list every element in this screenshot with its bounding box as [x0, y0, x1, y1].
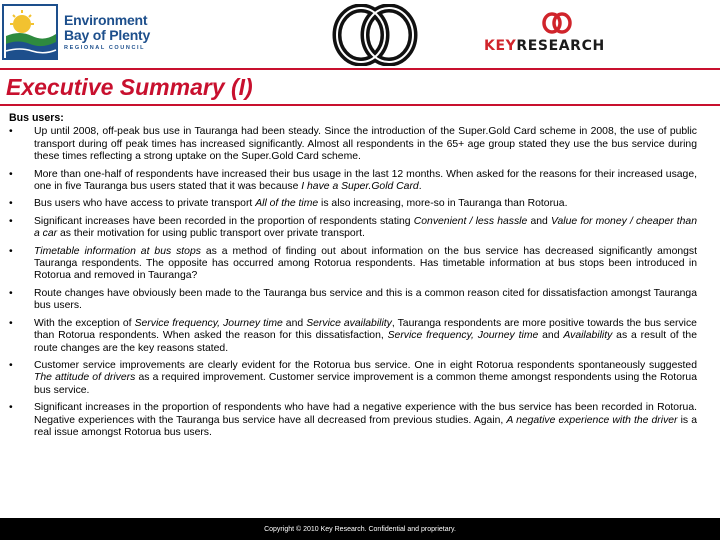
- bullet-emphasis: Service availability: [306, 317, 392, 329]
- section-heading-bus-users: Bus users:: [9, 112, 64, 124]
- wordmark-research: RESEARCH: [516, 38, 605, 54]
- key-research-wordmark: [484, 38, 605, 54]
- bullet-text: Up until 2008, off-peak bus use in Tauranga had been steady. Since the introduction of the Super.Gold Card scheme in 2008, the use of public transport during off peak times has increased significantly. Almost all respondents in the 65+ age group stated they use the bus service during these times reflecting a strong uptake on the Super.Gold Card scheme.: [34, 126, 697, 163]
- bullet-item: [9, 288, 697, 313]
- bullet-text: Significant increases have been recorded in the proportion of respondents stating: [34, 215, 414, 227]
- ebop-wordmark: [64, 13, 150, 52]
- bullet-item: [9, 318, 697, 355]
- bay-of-plenty-emblem-icon: [2, 4, 58, 60]
- title-rule-bottom: [0, 104, 720, 106]
- bullet-emphasis: Value for money / cheaper than a car: [34, 215, 697, 240]
- title-rule-top: [0, 68, 720, 70]
- wordmark-key: KEY: [484, 38, 517, 54]
- bullet-text: as their motivation for using public transport over private transport.: [57, 228, 365, 240]
- bullet-emphasis: All of the time: [255, 198, 319, 210]
- key-research-rings-icon: [330, 4, 420, 66]
- bullet-item: [9, 360, 697, 397]
- bullet-emphasis: Convenient / less hassle: [413, 215, 528, 227]
- bullet-item: [9, 198, 697, 210]
- bullet-emphasis: Availability: [563, 330, 613, 342]
- bullet-item: [9, 246, 697, 283]
- bullet-emphasis: Service frequency, Journey time: [387, 330, 539, 342]
- slide-header: [0, 0, 720, 68]
- bullet-text: Bus users who have access to private transport: [34, 198, 256, 210]
- bullet-item: [9, 216, 697, 241]
- bullet-emphasis: I have a Super.Gold Card: [301, 181, 419, 193]
- bullet-text: With the exception of: [34, 317, 135, 329]
- key-research-small-rings-icon: [540, 12, 574, 34]
- bullet-text: Customer service improvements are clearly evident for the Rotorua bus service. One in eight Rotorua respondents spontaneously suggested: [34, 359, 697, 371]
- bullet-emphasis: The attitude of drivers: [34, 372, 136, 384]
- bullet-item: [9, 402, 697, 439]
- ebop-line-environment: Environment: [64, 11, 148, 28]
- bullet-emphasis: Timetable information at bus stops: [34, 245, 201, 257]
- bullet-text: is also increasing, more-so in Tauranga than Rotorua.: [318, 198, 568, 210]
- page-title: Executive Summary (I): [6, 74, 253, 100]
- key-research-logo: [478, 12, 638, 60]
- bullet-text: is a real issue amongst Rotorua bus users.: [34, 414, 698, 438]
- copyright-text: Copyright © 2010 Key Research. Confidential and proprietary.: [264, 525, 456, 533]
- title-band: [0, 68, 720, 106]
- environment-bay-of-plenty-logo: [2, 4, 162, 60]
- bullet-text: .: [418, 181, 422, 193]
- bullet-text: as a required improvement. Customer service improvement is a common theme amongst respondents using the Rotorua bus service.: [34, 372, 697, 396]
- bullet-emphasis: Service frequency, Journey time: [134, 317, 283, 329]
- bullet-text: and: [538, 330, 564, 342]
- bullet-emphasis: A negative experience with the driver: [506, 414, 678, 426]
- bullet-text: Significant increases in the proportion of respondents who have had a negative experience with the bus service has been recorded in Rotorua. Negative experiences with the Tauranga bus service have all decreased from previous studies. Again,: [34, 402, 697, 426]
- bullet-item: [9, 169, 697, 194]
- bullet-text: More than one-half of respondents have increased their bus usage in the last 12 months. When asked for the reasons for their increased usage, one in five Tauranga bus users stated that it was because: [34, 168, 697, 193]
- summary-content: [9, 112, 697, 444]
- bullet-list: [9, 126, 697, 439]
- footer-bar: [0, 518, 720, 540]
- bullet-text: as a result of the route changes are the key reasons stated.: [34, 330, 697, 354]
- bullet-item: [9, 126, 697, 163]
- bullet-text: Route changes have obviously been made to the Tauranga bus service and this is a common reason cited for dissatisfaction amongst Tauranga bus users.: [34, 287, 697, 312]
- ebop-line-bay-of-plenty: Bay of Plenty: [64, 26, 151, 43]
- bullet-text: and: [282, 317, 307, 329]
- bullet-text: and: [527, 215, 551, 227]
- ebop-line-regional-council: REGIONAL COUNCIL: [64, 44, 146, 51]
- bullet-text: , Tauranga respondents are more positive towards the bus service than Rotorua respondents. When asked the reason for this dissatisfaction,: [34, 317, 697, 342]
- bullet-text: as a method of finding out about information on the bus service has decreased significantly amongst Tauranga respondents. The opposite has occurred among Rotorua respondents. Has timetable information at bus stops been introduced in Rotorua and removed in Tauranga?: [34, 245, 697, 282]
